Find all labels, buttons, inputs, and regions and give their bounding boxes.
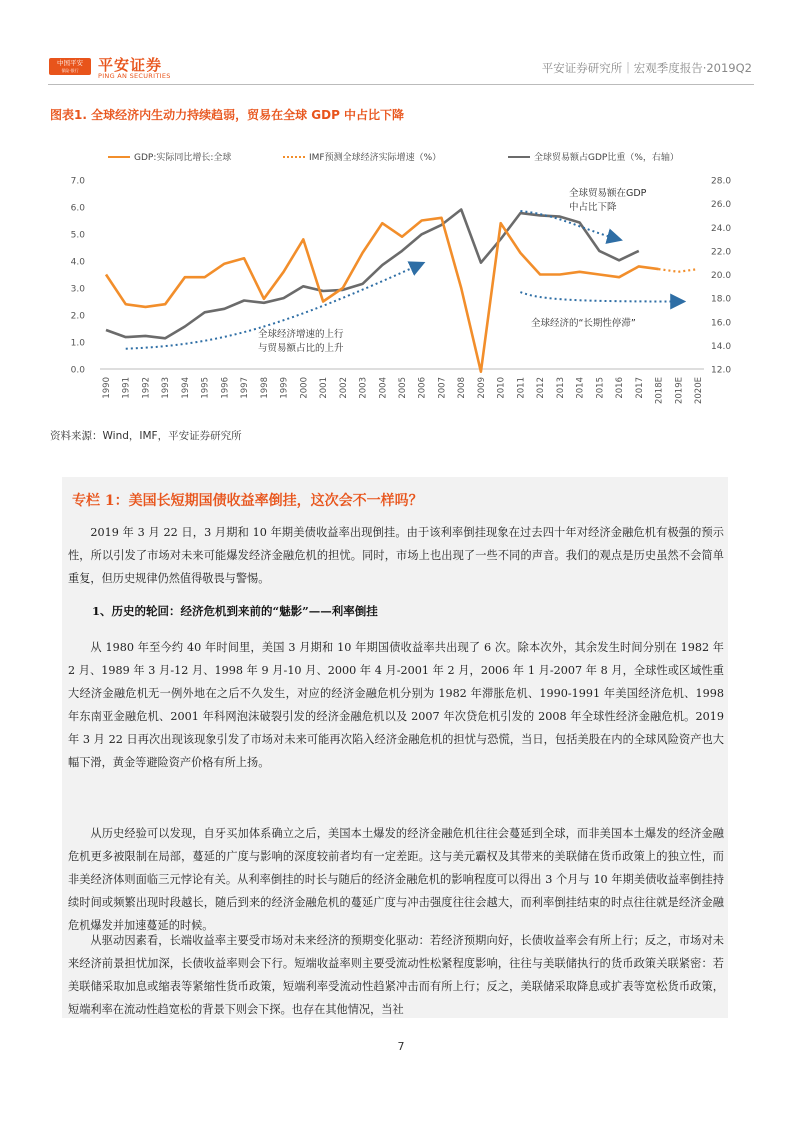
- logo-subtext: 保险·银行: [61, 68, 79, 73]
- left-axis-tick-label: 6.0: [70, 203, 85, 214]
- x-axis-tick-label: 2011: [516, 377, 527, 399]
- brand-name: 平安证券: [98, 56, 163, 74]
- right-axis-tick-label: 20.0: [711, 271, 732, 281]
- left-axis-tick-label: 7.0: [70, 176, 85, 187]
- series-line-imf-forecast: [659, 269, 699, 272]
- x-axis-tick-label: 2000: [299, 377, 310, 399]
- x-axis-tick-label: 2001: [319, 377, 330, 399]
- left-axis-tick-label: 1.0: [70, 338, 85, 349]
- x-axis-tick-label: 1993: [161, 377, 172, 399]
- right-axis-tick-label: 26.0: [711, 200, 732, 211]
- report-title: 平安证券研究所｜宏观季度报告·2019Q2: [541, 61, 752, 75]
- x-axis-tick-label: 2019E: [674, 377, 685, 405]
- x-axis-tick-label: 2016: [615, 377, 626, 399]
- right-axis-tick-label: 28.0: [711, 176, 732, 187]
- right-axis-tick-label: 24.0: [711, 223, 732, 234]
- left-axis-tick-label: 3.0: [70, 284, 85, 295]
- paragraph-1: 2019 年 3 月 22 日，3 月期和 10 年期美债收益率出现倒挂。由于该利率倒挂现象在过去四十年对经济金融危机有极强的预示性，所以引发了市场对未来可能爆发经济金融危机的担忧。同时，市场上也出现了一些不同的声音。我们的观点是历史虽然不会简单重复，但历史规律仍然值得敬畏与警惕。: [68, 526, 724, 585]
- annotation-trade-decline: 全球贸易额在GDP 中占比下降: [569, 188, 647, 213]
- x-axis-tick-label: 2020E: [694, 377, 704, 405]
- x-axis-tick-label: 1998: [259, 377, 270, 399]
- x-axis-tick-label: 1991: [121, 377, 132, 399]
- x-axis-tick-label: 2013: [555, 377, 566, 399]
- brand-name-en: PING AN SECURITIES: [98, 72, 171, 80]
- x-axis-tick-label: 2010: [496, 376, 507, 399]
- annotation-upswing: 全球经济增速的上行与贸易额占比的上升: [258, 329, 344, 354]
- x-axis-tick-label: 1995: [200, 377, 211, 399]
- x-axis-tick-label: 2015: [595, 377, 606, 399]
- x-axis-tick-label: 1996: [220, 377, 231, 399]
- gdp-trade-chart: [0, 0, 802, 420]
- series-line-gdp-growth: [106, 218, 659, 372]
- figure-source: 资料来源：Wind，IMF，平安证券研究所: [50, 430, 242, 442]
- figure-title: 图表1. 全球经济内生动力持续趋弱，贸易在全球 GDP 中占比下降: [50, 108, 405, 122]
- trend-arrow-stagnation: [520, 292, 682, 301]
- x-axis-tick-label: 1992: [141, 377, 152, 399]
- paragraph-2: 从 1980 年至今约 40 年时间里，美国 3 月期和 10 年期国债收益率共出现了 6 次。除本次外，其余发生时间分别在 1982 年 2 月、1989 年 3 月-12 月、1998 年 9 月-10 月、2000 年 4 月-2001 年 2 月，2006 年 1 月-2007 年 8 月，全球性或区域性重大经济金融危机无一例外地在之后不久发生，对应的经济金融危机分别为 1982 年滞胀危机、1990-1991 年美国经济危机、1998 年东南亚金融危机、2001 年科网泡沫破裂引发的经济金融危机以及 2007 年次贷危机引发的 2008 年全球性经济金融危机。2019 年 3 月 22 日再次出现该现象引发了市场对未来可能再次陷入经济金融危机的担忧与恐慌，当日，包括美股在内的全球风险资产也大幅下滑，黄金等避险资产价格有所上扬。: [68, 641, 724, 769]
- legend-label-gdp: GDP:实际同比增长:全球: [134, 153, 232, 163]
- x-axis-tick-label: 1990: [102, 377, 112, 399]
- left-axis-tick-label: 5.0: [70, 230, 85, 241]
- left-axis-tick-label: 2.0: [70, 311, 85, 322]
- legend-label-trade: 全球贸易额占GDP比重（%，右轴）: [534, 153, 679, 163]
- x-axis-tick-label: 1999: [279, 377, 290, 399]
- x-axis-tick-label: 2012: [536, 377, 547, 399]
- x-axis-tick-label: 2018E: [654, 377, 665, 405]
- x-axis-tick-label: 2004: [378, 377, 389, 399]
- x-axis-tick-label: 1997: [240, 377, 251, 399]
- paragraph-4: 从驱动因素看，长端收益率主要受市场对未来经济的预期变化驱动：若经济预期向好，长债收益率会有所上行；反之，市场对未来经济前景担忧加深，长债收益率则会下行。短端收益率则主要受流动性松紧程度影响，往往与美联储执行的货币政策关联紧密：若美联储采取加息或缩表等紧缩性货币政策，短端利率受流动性趋紧冲击而有所上行；反之，美联储采取降息或扩表等宽松货币政策，短端利率在流动性趋宽松的背景下则会下探。也存在其他情况，当社: [68, 934, 724, 1016]
- x-axis-tick-label: 2007: [437, 377, 448, 399]
- x-axis-tick-label: 2006: [417, 377, 428, 399]
- logo-text: 中国平安: [57, 59, 83, 67]
- annotation-stagnation: 全球经济的“长期性停滞”: [531, 318, 636, 329]
- paragraph-3: 从历史经验可以发现，自牙买加体系确立之后，美国本土爆发的经济金融危机往往会蔓延到全球，而非美国本土爆发的经济金融危机更多被限制在局部，蔓延的广度与影响的深度较前者均有一定差距。这与美元霸权及其带来的美联储在货币政策上的独立性，而非美经济体则面临三元悖论有关。从利率倒挂的时长与随后的经济金融危机的影响程度可以得出 3 个月与 10 年期美债收益率倒挂持续时间或频繁出现时段越长，随后到来的经济金融危机的蔓延广度与冲击强度往往会越大，而利率倒挂结束的时点往往就是经济金融危机爆发并加速蔓延的时候。: [68, 827, 724, 932]
- right-axis-tick-label: 18.0: [711, 294, 732, 305]
- x-axis-tick-label: 1994: [180, 377, 191, 399]
- legend-label-imf: IMF预测全球经济实际增速（%）: [309, 153, 442, 163]
- right-axis-tick-label: 12.0: [711, 365, 732, 376]
- left-axis-tick-label: 0.0: [70, 365, 85, 376]
- x-axis-tick-label: 2014: [575, 377, 586, 399]
- x-axis-tick-label: 2005: [398, 377, 408, 399]
- x-axis-tick-label: 2009: [476, 377, 487, 399]
- page-number: 7: [397, 1040, 405, 1053]
- column-title: 专栏 1：美国长短期国债收益率倒挂，这次会不一样吗？: [72, 493, 423, 509]
- right-axis-tick-label: 14.0: [711, 341, 732, 352]
- x-axis-tick-label: 2008: [457, 377, 468, 399]
- right-axis-tick-label: 22.0: [711, 247, 732, 258]
- right-axis-tick-label: 16.0: [711, 318, 732, 329]
- section-heading: 1、历史的轮回：经济危机到来前的“魅影”——利率倒挂: [92, 604, 378, 618]
- x-axis-tick-label: 2017: [634, 377, 645, 399]
- left-axis-tick-label: 4.0: [70, 257, 85, 268]
- x-axis-tick-label: 2002: [338, 377, 349, 399]
- x-axis-tick-label: 2003: [358, 377, 369, 399]
